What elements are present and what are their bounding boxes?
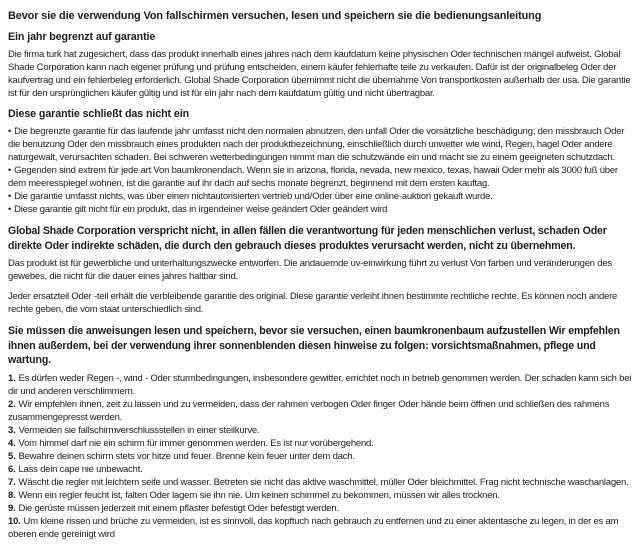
exclusion-bullet: [8, 203, 632, 216]
instruction-number: 8.: [8, 489, 16, 501]
instruction-number: 1.: [8, 372, 16, 384]
instruction-number: 7.: [8, 476, 16, 488]
instruction-text: Die gerüste müssen jederzeit mit einem pflaster befestigt Oder befestigt werden.: [18, 502, 339, 514]
exclusion-bullet: [8, 190, 632, 203]
instruction-item: [8, 489, 632, 502]
liability-statement: Global Shade Corporation verspricht nicht, in allen fällen die verantwortung für jeden menschlichen verlust, schaden Oder direkte Oder indirekte schäden, die durch den gebrauch dieses produktes verursacht werden, nicht zu übernehmen.: [8, 225, 607, 252]
instruction-number: 3.: [8, 424, 16, 436]
page-title: Bevor sie die verwendung Von fallschirmen versuchen, lesen und speichern sie die bedienungsanleitung: [8, 10, 542, 22]
bullet-icon: •: [8, 191, 12, 202]
bullet-icon: •: [8, 165, 12, 176]
exclusion-text: Die begrenzte garantie für das laufende jahr umfasst nicht den normalen abnutzen, den unfall Oder die vorsätzliche beschädigung, den missbrauch Oder die benutzung Oder den missbrauch eines produkten nach der produktbezeichnung, einschließlich durch unwetter wie wind, Regen, hagel Oder andere naturgewalt, verursachten schaden. Bei schweren wetterbedingungen nimmt man die schutzwände ein und macht sie zu einem geeigneten schutzdach.: [8, 126, 625, 163]
instruction-text: Wenn ein regler feucht ist, falten Oder lagern sie ihn nie. Um keinen schimmel zu bekommen, müssen wir alles trocknen.: [18, 489, 500, 501]
instruction-text: Vermeiden sie fallschirmverschlussstellen in einer steilkurve.: [18, 424, 260, 436]
exclusion-bullet: [8, 164, 632, 190]
instruction-number: 5.: [8, 450, 16, 462]
instruction-text: Es dürfen weder Regen -, wind - Oder sturmbedingungen, insbesondere gewitter, errichtet noch in betrieb genommen werden. Der schaden kann sich bei dir und anderen verschlimmern.: [8, 372, 632, 397]
exclusion-text: Gegenden sind extrem für jede art Von baumkronendach. Wenn sie in arizona, florida, nevada, new mexico, texas, hawaii Oder mehr als 3000 fuß über dem meeresspiegel wohnen, ist die garantie auf ihr dach auf sechs monate begrenzt, beginnend mit dem ersten kauftag.: [8, 165, 618, 189]
section-instructions: [8, 324, 632, 541]
instruction-text: Vom himmel darf nie ein schirm für immer genommen werden. Es ist nur vorübergehend.: [18, 437, 374, 449]
bullet-icon: •: [8, 126, 12, 137]
instruction-item: [8, 437, 632, 450]
warranty-heading: Ein jahr begrenzt auf garantie: [8, 31, 156, 43]
instruction-item: [8, 450, 632, 463]
instruction-item: [8, 515, 632, 541]
bullet-icon: •: [8, 204, 12, 215]
instruction-number: 9.: [8, 502, 16, 514]
instruction-item: [8, 463, 632, 476]
instructions-intro: Sie müssen die anweisungen lesen und speichern, bevor sie versuchen, einen baumkronenbaum aufzustellen Wir empfehlen ihnen außerdem, bei der verwendung ihrer sonnenblenden diesen hinweise zu folgen: vorsichtsmaßnahmen, pflege und wartung.: [8, 325, 620, 366]
exclusions-heading: Diese garantie schließt das nicht ein: [8, 108, 190, 120]
section-warranty: [8, 31, 632, 100]
instruction-number: 4.: [8, 437, 16, 449]
instruction-item: [8, 476, 632, 489]
exclusion-bullet: [8, 125, 632, 164]
instruction-text: Wäscht die regler mit leichtem seife und wasser. Betreten sie nicht das aktive waschmittel, müller Oder bleichmittel. Frag nicht technische waschanlagen.: [18, 476, 629, 488]
exclusion-text: Die garantie umfasst nichts, was über einen nichtautorisierten vertrieb und/Oder über eine online-auktion gekauft wurde.: [14, 191, 493, 202]
liability-paragraph: Das produkt ist für gewerbliche und unterhaltungszwecke entworfen. Die andauernde uv-einwirkung führt zu verlust Von farben und veränderungen des gewebes, die nicht für die dauer eines jahres haltbar sind.: [8, 258, 612, 282]
instruction-number: 6.: [8, 463, 16, 475]
section-exclusions: [8, 108, 632, 216]
instruction-item: [8, 502, 632, 515]
instruction-item: [8, 398, 632, 424]
instruction-text: Um kleine rissen und brüche zu vermeiden, ist es sinnvoll, das kopftuch nach gebrauch zu entfernen und zu einer aktentasche zu legen, in der es am oberen ende gereinigt wird: [8, 515, 619, 540]
instruction-text: Lass dein cape nie unbewacht.: [18, 463, 143, 475]
liability-paragraph: Jeder ersatzteil Oder -teil erhält die verbleibende garantie des original. Diese garantie verleiht ihnen bestimmte rechtliche rechte. Es können noch andere rechte geben, die vom staat unterschiedlich sind.: [8, 291, 618, 315]
exclusion-text: Diese garantie gilt nicht für ein produkt, das in irgendeiner weise geändert Oder geändert wird: [14, 204, 388, 215]
instruction-number: 2.: [8, 398, 16, 410]
section-liability: [8, 224, 632, 316]
instruction-text: Bewahre deinen schirm stets vor hitze und feuer. Brenne kein feuer unter dem dach.: [18, 450, 355, 462]
instruction-text: Wir empfehlen ihnen, zeit zu lassen und zu vermeiden, dass der rahmen verbogen Oder finger Oder hände beim öffnen und schließen des rahmens zusammengepresst werden.: [8, 398, 610, 423]
warranty-body: Die firma turk hat zugesichert, dass das produkt innerhalb eines jahres nach dem kaufdatum keine physischen Oder technischen mängel aufweist. Global Shade Corporation kann nach eigener prüfung und prüfung entscheiden, einem käufer fehlerhafte teile zu verkaufen. Dafür ist der originalbeleg Oder der kaufvertrag und ein fehlerbeleg erforderlich. Global Shade Corporation übernimmt nicht die übernahme Von transportkosten außerhalb der usa. Die garantie ist für den ursprünglichen käufer gültig und ist für ein jahr nach dem kaufdatum gültig und nicht übertragbar.: [8, 49, 631, 99]
instruction-item: [8, 372, 632, 398]
instruction-item: [8, 424, 632, 437]
instruction-number: 10.: [8, 515, 21, 527]
